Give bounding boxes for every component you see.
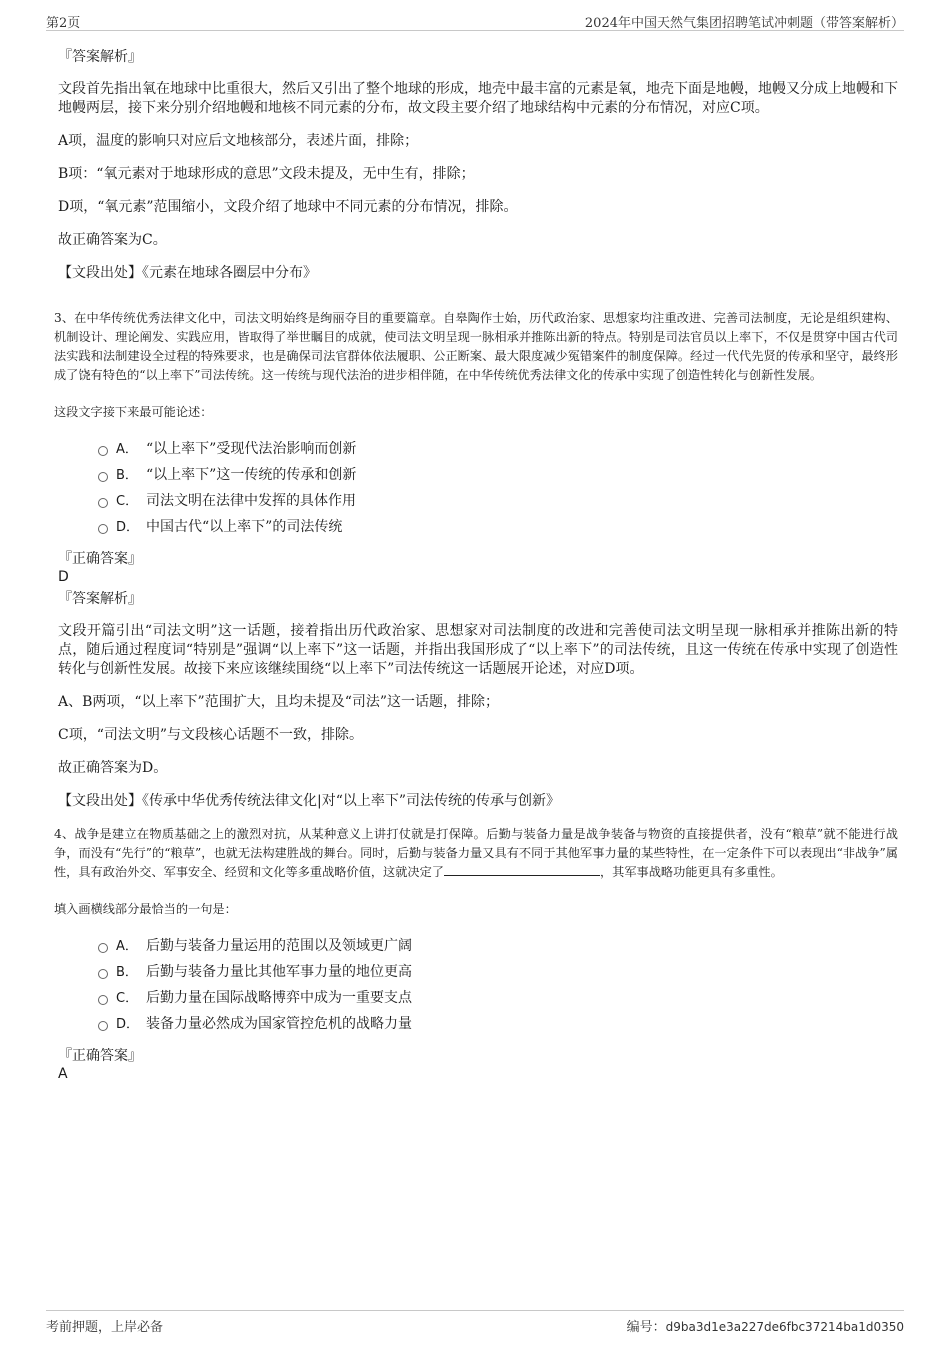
radio-icon[interactable] — [98, 498, 108, 508]
q4-option-c[interactable]: C． 后勤力量在国际战略博弈中成为一重要支点 — [58, 985, 898, 1011]
q4-stem — [54, 825, 898, 882]
q4-option-a[interactable]: A． 后勤与装备力量运用的范围以及领域更广阔 — [58, 933, 898, 959]
radio-icon[interactable] — [98, 1021, 108, 1031]
q3-options — [58, 436, 898, 540]
q2-analysis-paragraph: 文段首先指出氧在地球中比重很大，然后又引出了整个地球的形成，地壳中最丰富的元素是氧，地壳下面是地幔，地幔又分成上地幔和下地幔两层，接下来分别介绍地幔和地核不同元素的分布，故文段主要介绍了地球结构中元素的分布情况，对应C项。 — [58, 81, 898, 116]
radio-icon[interactable] — [98, 524, 108, 534]
footer-slogan: 考前押题，上岸必备 — [46, 1320, 164, 1335]
q3-stem: 3、在中华传统优秀法律文化中，司法文明始终是绚丽夺目的重要篇章。自皋陶作士始，历代政治家、思想家均注重改进、完善司法制度，无论是组织建构、机制设计、理论阐发、实践应用，皆取得了举世瞩目的成就，使司法文明呈现一脉相承并推陈出新的特点。特别是司法官员以上率下，不仅是贯穿中国古代司法实践和法制建设全过程的特殊要求，也是确保司法官群体依法履职、公正断案、最大限度减少冤错案件的制度保障。经过一代代先贤的传承和坚守，最终形成了饶有特色的“以上率下”司法传统。这一传统与现代法治的进步相伴随，在中华传统优秀法律文化的传承中实现了创造性转化与创新性发展。 — [54, 311, 898, 382]
q3-source: 【文段出处】《传承中华优秀传统法律文化|对“以上率下”司法传统的传承与创新》 — [58, 793, 561, 809]
q2-analysis-option-b: B项：“氧元素对于地球形成的意思”文段未提及，无中生有，排除； — [58, 166, 475, 182]
document-code-value: d9ba3d1e3a227de6fbc37214ba1d0350 — [665, 1320, 904, 1334]
q3-analysis-option-ab: A、B两项，“以上率下”范围扩大，且均未提及“司法”这一话题，排除； — [58, 694, 500, 710]
q2-analysis-option-d: D项，“氧元素”范围缩小，文段介绍了地球中不同元素的分布情况，排除。 — [58, 199, 518, 215]
q4-question: 填入画横线部分最恰当的一句是： — [54, 902, 237, 916]
q4-answer-label: 『正确答案』 — [58, 1048, 142, 1064]
page-number: 第2页 — [46, 16, 81, 31]
q3-question: 这段文字接下来最可能论述： — [54, 405, 213, 419]
q3-analysis-label: 『答案解析』 — [58, 591, 142, 607]
q4-answer: A — [58, 1066, 68, 1082]
q3-answer: D — [58, 569, 69, 585]
document-title: 2024年中国天然气集团招聘笔试冲刺题（带答案解析） — [584, 16, 904, 31]
q3-answer-label: 『正确答案』 — [58, 551, 142, 567]
q3-option-b[interactable]: B． “以上率下”这一传统的传承和创新 — [58, 462, 898, 488]
q4-stem-before: 4、战争是建立在物质基础之上的激烈对抗，从某种意义上讲打仗就是打保障。后勤与装备力量是战争装备与物资的直接提供者，没有“粮草”就不能进行战争，而没有“先行”的“粮草”，也就无法构建胜战的舞台。同时，后勤与装备力量又具有不同于其他军事力量的某些特性，在一定条件下可以表现出“非战争”属性，具有政治外交、军事安全、经贸和文化等多重战略价值，这就决定了 — [54, 827, 898, 879]
q3-option-a[interactable]: A． “以上率下”受现代法治影响而创新 — [58, 436, 898, 462]
radio-icon[interactable] — [98, 943, 108, 953]
q4-options — [58, 933, 898, 1037]
fill-in-blank — [444, 864, 600, 876]
q4-option-b[interactable]: B． 后勤与装备力量比其他军事力量的地位更高 — [58, 959, 898, 985]
radio-icon[interactable] — [98, 969, 108, 979]
document-code — [627, 1316, 904, 1335]
page-footer — [46, 1310, 904, 1335]
q3-analysis-option-c: C项，“司法文明”与文段核心话题不一致，排除。 — [58, 727, 364, 743]
page-content — [54, 42, 898, 1083]
q2-analysis-label: 『答案解析』 — [58, 49, 142, 65]
q2-conclusion: 故正确答案为C。 — [58, 232, 167, 248]
page-header — [46, 10, 904, 31]
q2-source: 【文段出处】《元素在地球各圈层中分布》 — [58, 265, 317, 281]
q3-analysis-paragraph: 文段开篇引出“司法文明”这一话题，接着指出历代政治家、思想家对司法制度的改进和完善使司法文明呈现一脉相承并推陈出新的特点，随后通过程度词“特别是”强调“以上率下”这一话题，并指出我国形成了“以上率下”的司法传统，且这一传统在传承中实现了创造性转化与创新性发展。故接下来应该继续围绕“以上率下”司法传统这一话题展开论述，对应D项。 — [58, 623, 898, 677]
radio-icon[interactable] — [98, 995, 108, 1005]
q2-analysis-option-a: A项，温度的影响只对应后文地核部分，表述片面，排除； — [58, 133, 419, 149]
q4-stem-after: ，其军事战略功能更具有多重性。 — [600, 865, 783, 879]
document-code-label: 编号： — [626, 1320, 666, 1335]
radio-icon[interactable] — [98, 446, 108, 456]
q3-option-c[interactable]: C． 司法文明在法律中发挥的具体作用 — [58, 488, 898, 514]
q3-option-d[interactable]: D． 中国古代“以上率下”的司法传统 — [58, 514, 898, 540]
q4-option-d[interactable]: D． 装备力量必然成为国家管控危机的战略力量 — [58, 1011, 898, 1037]
radio-icon[interactable] — [98, 472, 108, 482]
q3-conclusion: 故正确答案为D。 — [58, 760, 168, 776]
